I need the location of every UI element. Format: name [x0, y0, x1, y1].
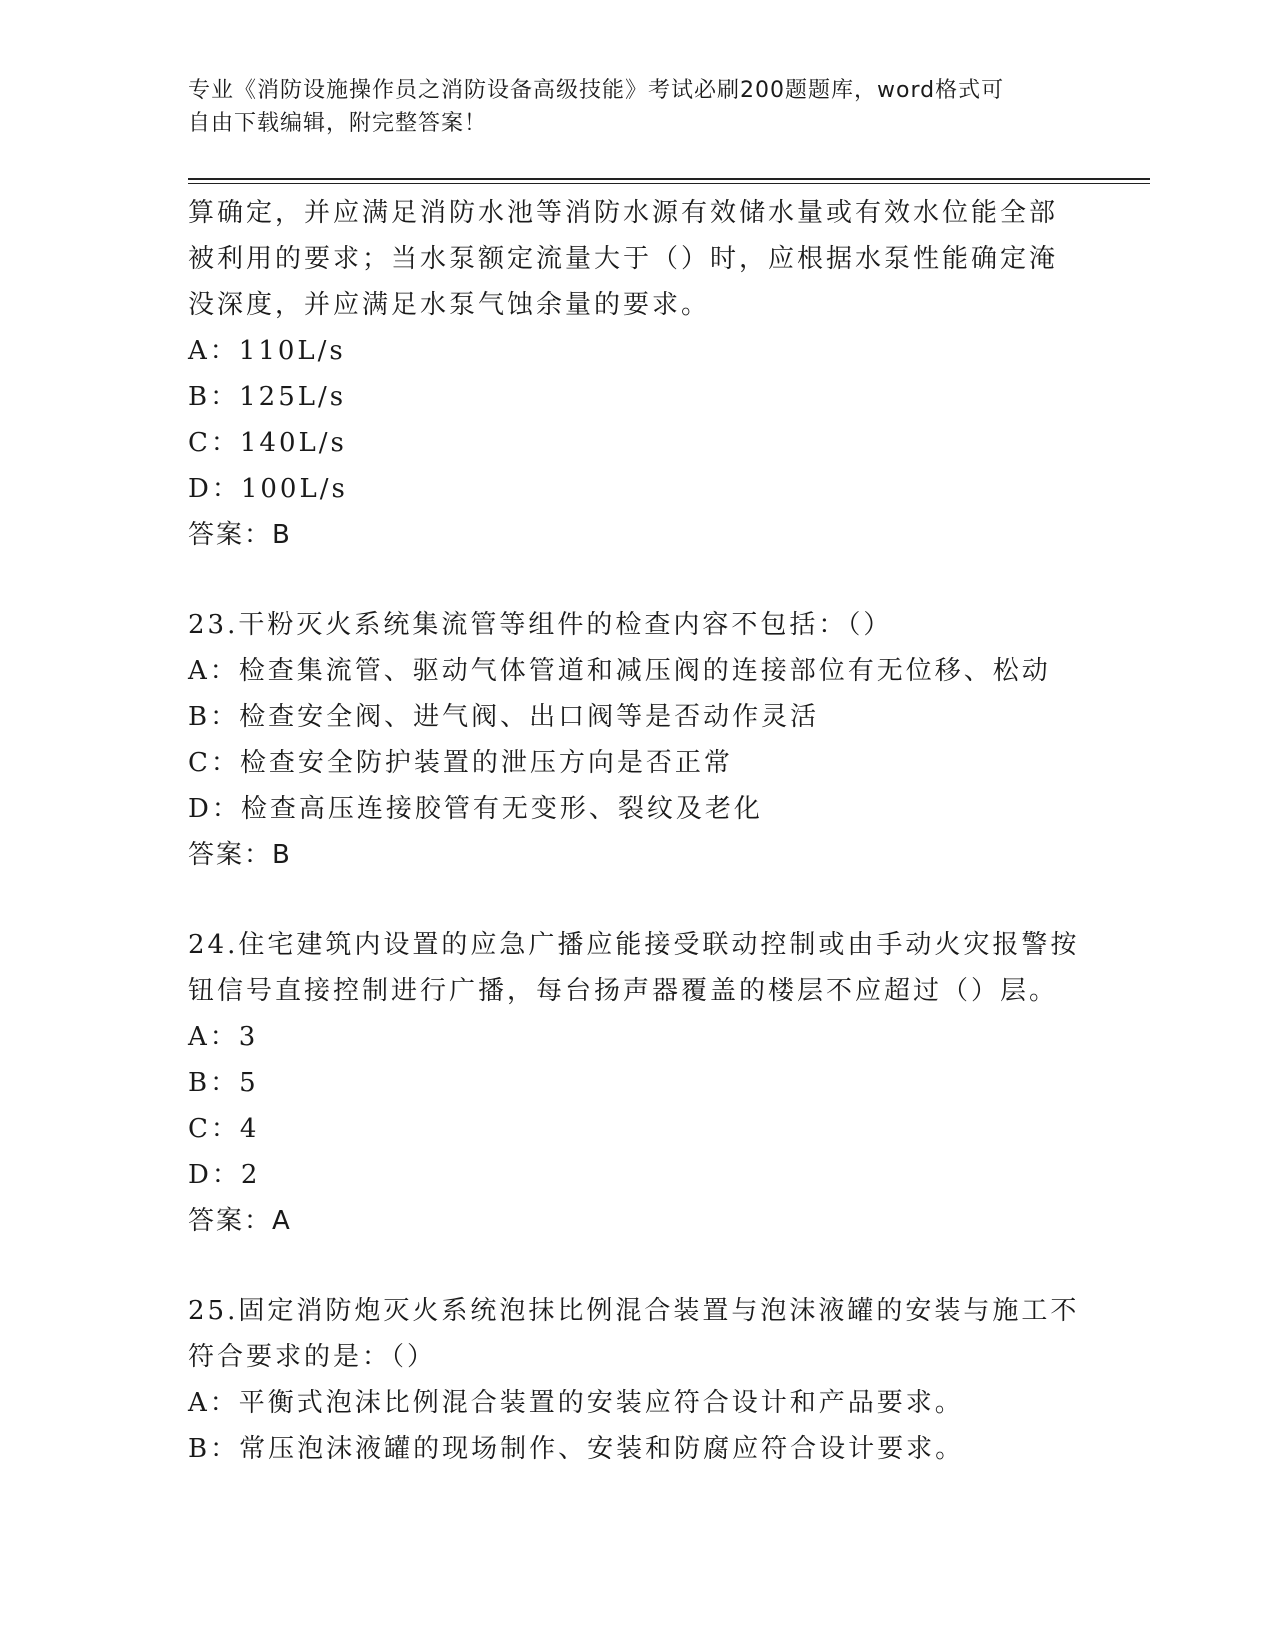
- question-25: [188, 1288, 1088, 1472]
- option-b: B：常压泡沫液罐的现场制作、安装和防腐应符合设计要求。: [188, 1434, 965, 1464]
- option-d: D：检查高压连接胶管有无变形、裂纹及老化: [188, 794, 763, 824]
- question-list: [188, 190, 1088, 1472]
- option-b: B：125L/s: [188, 382, 347, 412]
- question-24: [188, 922, 1088, 1244]
- question-stem-line: 被利用的要求；当水泵额定流量大于（）时，应根据水泵性能确定淹: [188, 244, 1059, 274]
- option-c: C：4: [188, 1114, 260, 1144]
- document-header: [188, 74, 1068, 140]
- option-b: B：检查安全阀、进气阀、出口阀等是否动作灵活: [188, 702, 820, 732]
- header-line-2: 自由下载编辑，附完整答案！: [188, 111, 488, 136]
- option-d: D：100L/s: [188, 474, 348, 504]
- answer-label: 答案：B: [188, 840, 292, 870]
- question-23: [188, 602, 1088, 878]
- option-a: A：平衡式泡沫比例混合装置的安装应符合设计和产品要求。: [188, 1388, 964, 1418]
- question-spacer: [188, 878, 1088, 922]
- option-a: A：110L/s: [188, 336, 346, 366]
- question-spacer: [188, 1244, 1088, 1288]
- option-d: D：2: [188, 1160, 261, 1190]
- option-b: B：5: [188, 1068, 259, 1098]
- header-line-1: 专业《消防设施操作员之消防设备高级技能》考试必刷200题题库，word格式可: [188, 78, 1005, 103]
- option-a: A：3: [188, 1022, 259, 1052]
- question-stem-line: 钮信号直接控制进行广播，每台扬声器覆盖的楼层不应超过（）层。: [188, 976, 1059, 1006]
- option-c: C：140L/s: [188, 428, 347, 458]
- answer-label: 答案：B: [188, 520, 292, 550]
- question-stem-line: 24.住宅建筑内设置的应急广播应能接受联动控制或由手动火灾报警按: [188, 930, 1080, 960]
- question-spacer: [188, 558, 1088, 602]
- question-22: [188, 190, 1088, 558]
- question-stem-line: 符合要求的是：（）: [188, 1342, 437, 1372]
- header-divider-thin: [188, 183, 1150, 184]
- answer-label: 答案：A: [188, 1206, 292, 1236]
- option-a: A：检查集流管、驱动气体管道和减压阀的连接部位有无位移、松动: [188, 656, 1051, 686]
- question-stem-line: 23.干粉灭火系统集流管等组件的检查内容不包括：（）: [188, 610, 893, 640]
- question-stem-line: 算确定，并应满足消防水池等消防水源有效储水量或有效水位能全部: [188, 198, 1059, 228]
- question-stem-line: 25.固定消防炮灭火系统泡抹比例混合装置与泡沫液罐的安装与施工不: [188, 1296, 1080, 1326]
- option-c: C：检查安全防护装置的泄压方向是否正常: [188, 748, 733, 778]
- header-divider-thick: [188, 178, 1150, 180]
- question-stem-line: 没深度，并应满足水泵气蚀余量的要求。: [188, 290, 711, 320]
